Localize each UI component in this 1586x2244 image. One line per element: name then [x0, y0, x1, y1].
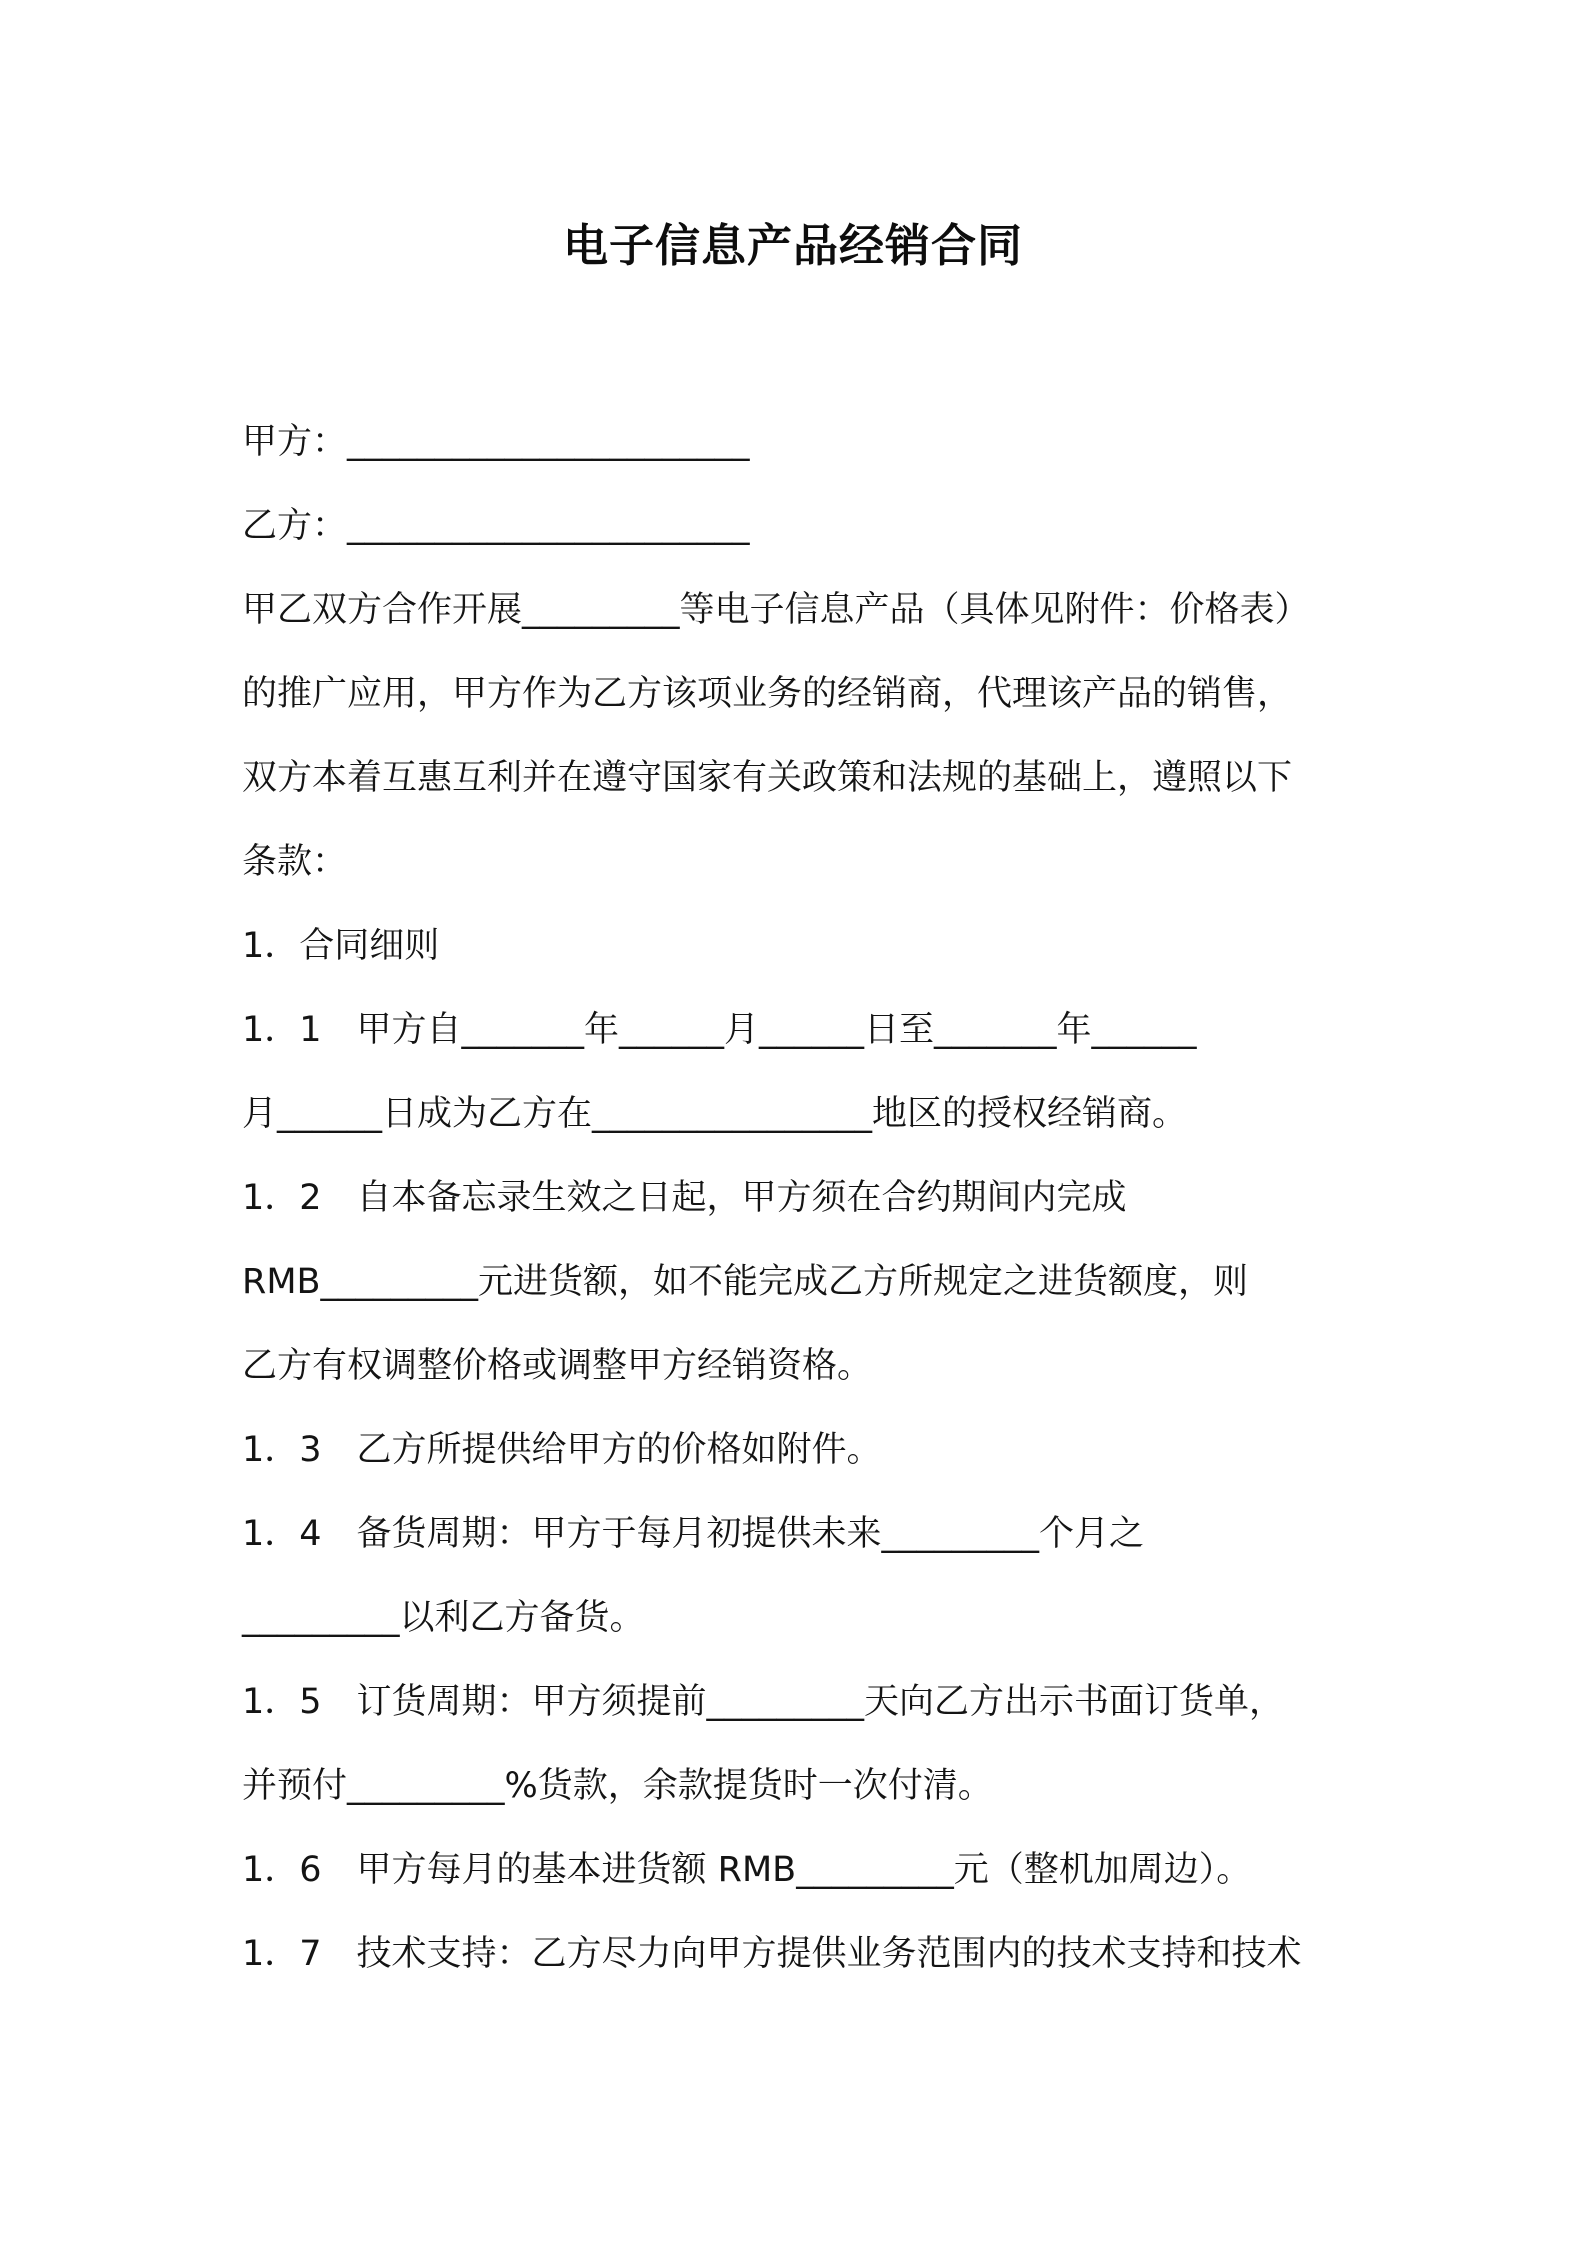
clause-1-4-line-1: 1．4 备货周期：甲方于每月初提供未来_________个月之 — [242, 1514, 1145, 1554]
party-a-line: 甲方：_______________________ — [242, 422, 750, 462]
clause-1-2-line-1: 1．2 自本备忘录生效之日起，甲方须在合约期间内完成 — [242, 1178, 1127, 1218]
clause-1-1-line-2: 月______日成为乙方在________________地区的授权经销商。 — [242, 1094, 1188, 1134]
intro-line-3: 双方本着互惠互利并在遵守国家有关政策和法规的基础上，遵照以下 — [242, 758, 1293, 798]
clause-1-1-line-1: 1．1 甲方自_______年______月______日至_______年______ — [242, 1010, 1197, 1050]
clause-1-2-line-2: RMB_________元进货额，如不能完成乙方所规定之进货额度，则 — [242, 1262, 1249, 1302]
intro-line-4: 条款： — [242, 842, 348, 882]
section-heading-1: 1．合同细则 — [242, 926, 440, 966]
clause-1-3-line: 1．3 乙方所提供给甲方的价格如附件。 — [242, 1430, 882, 1470]
clause-1-7-line-1: 1．7 技术支持：乙方尽力向甲方提供业务范围内的技术支持和技术 — [242, 1934, 1302, 1974]
contract-body — [242, 400, 1372, 1996]
intro-line-2: 的推广应用，甲方作为乙方该项业务的经销商，代理该产品的销售， — [242, 674, 1293, 714]
party-b-line: 乙方：_______________________ — [242, 506, 750, 546]
clause-1-2-line-3: 乙方有权调整价格或调整甲方经销资格。 — [242, 1346, 873, 1386]
clause-1-4-line-2: _________以利乙方备货。 — [242, 1598, 645, 1638]
document-title: 电子信息产品经销合同 — [562, 219, 1023, 272]
intro-line-1: 甲乙双方合作开展_________等电子信息产品（具体见附件：价格表） — [242, 590, 1310, 630]
clause-1-6-line: 1．6 甲方每月的基本进货额 RMB_________元（整机加周边）。 — [242, 1850, 1252, 1890]
clause-1-5-line-2: 并预付_________%货款，余款提货时一次付清。 — [242, 1766, 993, 1806]
clause-1-5-line-1: 1．5 订货周期：甲方须提前_________天向乙方出示书面订货单， — [242, 1682, 1285, 1722]
